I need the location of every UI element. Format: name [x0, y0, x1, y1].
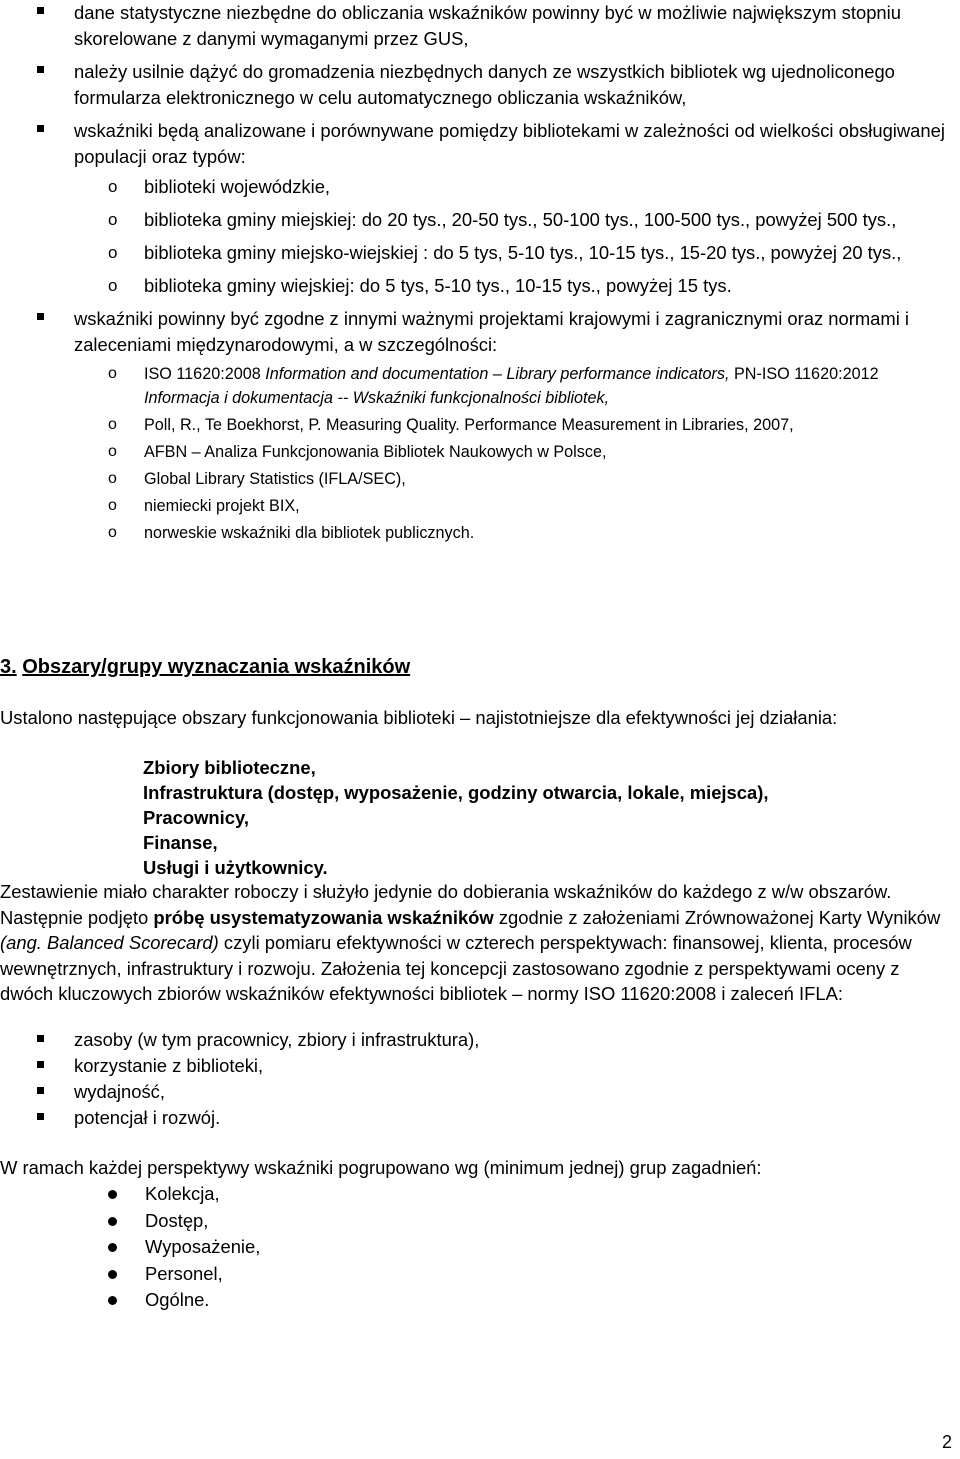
- paragraph-bold-text: próbę usystematyzowania wskaźników: [153, 906, 494, 928]
- circle-bullet-icon: o: [108, 365, 117, 382]
- list-item: [37, 306, 947, 545]
- list-item-text: AFBN – Analiza Funkcjonowania Bibliotek Naukowych w Polsce,: [144, 443, 607, 461]
- list-item: [74, 494, 947, 518]
- circle-bullet-icon: o: [108, 470, 117, 487]
- circle-bullet-icon: o: [108, 243, 118, 262]
- list-item-text: biblioteka gminy wiejskiej: do 5 tys, 5-10 tys., 10-15 tys., powyżej 15 tys.: [144, 275, 732, 296]
- round-bullet-icon: [108, 1296, 117, 1305]
- iso-b-title: Informacja i dokumentacja -- Wskaźniki funkcjonalności bibliotek,: [144, 389, 610, 407]
- list-item: [37, 118, 947, 299]
- list-item-text: norweskie wskaźniki dla bibliotek publicznych.: [144, 524, 475, 542]
- circle-bullet-icon: o: [108, 177, 118, 196]
- areas-list: [143, 755, 768, 880]
- list-item-text: Kolekcja,: [145, 1183, 220, 1204]
- list-item-text: wskaźniki będą analizowane i porównywane pomiędzy bibliotekami w zależności od wielkości obsługiwanej populacji oraz typów:: [74, 120, 945, 167]
- list-item-text: biblioteka gminy miejskiej: do 20 tys., 20-50 tys., 50-100 tys., 100-500 tys., powyżej 500 tys.,: [144, 209, 897, 230]
- groups-list: [108, 1181, 260, 1314]
- square-bullet-icon: [37, 1113, 44, 1120]
- circle-bullet-icon: o: [108, 416, 117, 433]
- square-bullet-icon: [37, 1087, 44, 1094]
- circle-bullet-icon: o: [108, 524, 117, 541]
- list-item: [74, 207, 947, 233]
- iso-b-text: PN-ISO 11620:2012: [729, 365, 879, 383]
- list-item: [37, 0, 947, 52]
- list-item: [37, 1079, 479, 1105]
- area-item: Usługi i użytkownicy.: [143, 857, 328, 878]
- area-item: Finanse,: [143, 832, 218, 853]
- square-bullet-icon: [37, 1035, 44, 1042]
- square-bullet-icon: [37, 125, 44, 132]
- area-item: Infrastruktura (dostęp, wyposażenie, godziny otwarcia, lokale, miejsca),: [143, 782, 769, 803]
- list-item-text: Personel,: [145, 1262, 223, 1284]
- section-number: 3.: [0, 656, 17, 678]
- paragraph-text: zgodnie z założeniami Zrównoważonej Karty Wyników: [493, 906, 941, 928]
- page-number: 2: [941, 1432, 952, 1452]
- perspectives-list: [37, 1027, 479, 1131]
- list-item: [37, 1027, 479, 1053]
- requirements-list: [37, 0, 947, 552]
- list-item: [74, 521, 947, 545]
- list-item-text: Global Library Statistics (IFLA/SEC),: [144, 470, 406, 488]
- list-item: [74, 362, 947, 410]
- square-bullet-icon: [37, 1061, 44, 1068]
- paragraph-groups-intro: W ramach każdej perspektywy wskaźniki pogrupowano wg (minimum jednej) grup zagadnień:: [0, 1157, 762, 1178]
- paragraph-balanced-scorecard: [0, 879, 955, 1007]
- list-item-text: Ogólne.: [145, 1289, 210, 1310]
- list-item: [108, 1261, 260, 1288]
- circle-bullet-icon: o: [108, 443, 117, 460]
- list-item-text: zasoby (w tym pracownicy, zbiory i infrastruktura),: [74, 1029, 480, 1050]
- list-item-text: Wyposażenie,: [145, 1236, 261, 1257]
- list-item: [74, 273, 947, 299]
- iso-a-text: ISO 11620:2008: [144, 365, 266, 383]
- list-item-text: należy usilnie dążyć do gromadzenia niezbędnych danych ze wszystkich bibliotek wg ujednoliconego formularza elektronicznego w celu automatycznego obliczania wskaźników,: [74, 61, 895, 108]
- list-item: [108, 1287, 260, 1314]
- list-item: [74, 467, 947, 491]
- iso-a-title: Information and documentation – Library performance indicators,: [265, 365, 730, 383]
- list-item-text: Poll, R., Te Boekhorst, P. Measuring Quality. Performance Measurement in Libraries, 2007,: [144, 416, 794, 434]
- round-bullet-icon: [108, 1270, 117, 1279]
- list-item-text: wydajność,: [74, 1081, 165, 1102]
- list-item: [74, 240, 947, 266]
- section-title: Obszary/grupy wyznaczania wskaźników: [22, 656, 411, 678]
- circle-bullet-icon: o: [108, 210, 118, 229]
- list-item: [108, 1234, 260, 1261]
- list-item: [108, 1181, 260, 1208]
- list-item-text: dane statystyczne niezbędne do obliczania wskaźników powinny być w możliwie największym stopniu skorelowane z danymi wymaganymi przez GUS,: [74, 2, 901, 49]
- paragraph-areas-intro: Ustalono następujące obszary funkcjonowania biblioteki – najistotniejsze dla efektywności jej działania:: [0, 707, 838, 728]
- list-item: [37, 1105, 479, 1131]
- paragraph-text: Zestawienie miało charakter roboczy i służyło jedynie do dobierania wskaźników do każdego z w/w obszarów. Następnie podjęto: [0, 881, 892, 928]
- paragraph-italic-text: (ang. Balanced Scorecard): [0, 932, 219, 953]
- standards-list: [74, 362, 947, 545]
- area-item: Pracownicy,: [143, 807, 249, 828]
- list-item-text: potencjał i rozwój.: [74, 1107, 221, 1128]
- section-heading: [0, 653, 410, 681]
- round-bullet-icon: [108, 1190, 117, 1199]
- list-item: [74, 440, 947, 464]
- circle-bullet-icon: o: [108, 497, 117, 514]
- list-item-text: niemiecki projekt BIX,: [144, 497, 300, 515]
- list-item: [37, 1053, 479, 1079]
- list-item-text: biblioteki wojewódzkie,: [144, 176, 331, 197]
- list-item: [74, 413, 947, 437]
- list-item-text: wskaźniki powinny być zgodne z innymi ważnymi projektami krajowymi i zagranicznymi oraz normami i zaleceniami międzynarodowymi, a w szczególności:: [74, 308, 910, 355]
- area-item: Zbiory biblioteczne,: [143, 757, 316, 778]
- list-item: [108, 1208, 260, 1235]
- list-item: [74, 174, 947, 200]
- round-bullet-icon: [108, 1217, 117, 1226]
- square-bullet-icon: [37, 7, 44, 14]
- round-bullet-icon: [108, 1243, 117, 1252]
- list-item-text: korzystanie z biblioteki,: [74, 1055, 264, 1076]
- circle-bullet-icon: o: [108, 276, 118, 295]
- paragraph-text: czyli pomiaru efektywności w czterech perspektywach: finansowej, klienta, procesów wewnętrznych, infrastruktury i rozwoju. Założenia tej koncepcji zastosowano zgodnie z perspektywami oceny z dwóch kluczowych zbiorów wskaźników efektywności bibliotek – normy ISO 11620:2008 i zaleceń IFLA:: [0, 932, 912, 1004]
- list-item-text: Dostęp,: [145, 1209, 209, 1231]
- square-bullet-icon: [37, 66, 44, 73]
- list-item: [37, 59, 947, 111]
- list-item-text: biblioteka gminy miejsko-wiejskiej : do 5 tys, 5-10 tys., 10-15 tys., 15-20 tys., powyżej 20 tys.,: [144, 242, 902, 263]
- square-bullet-icon: [37, 313, 44, 320]
- library-types-list: [74, 174, 947, 299]
